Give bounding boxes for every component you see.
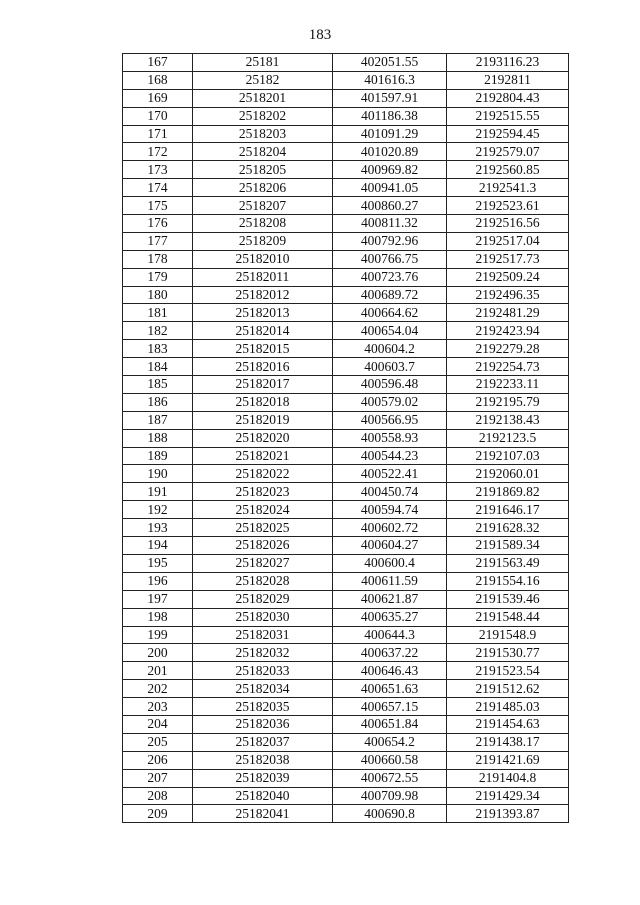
y-coordinate-cell: 2192195.79	[447, 393, 569, 411]
row-number-cell: 203	[123, 698, 193, 716]
row-number-cell: 199	[123, 626, 193, 644]
x-coordinate-cell: 400654.2	[333, 733, 447, 751]
table-row	[123, 322, 569, 340]
row-number-cell: 193	[123, 519, 193, 537]
row-number-cell: 169	[123, 89, 193, 107]
table-row	[123, 340, 569, 358]
table-row	[123, 161, 569, 179]
table-row	[123, 572, 569, 590]
table-row	[123, 268, 569, 286]
y-coordinate-cell: 2192515.55	[447, 107, 569, 125]
row-number-cell: 172	[123, 143, 193, 161]
table-row	[123, 608, 569, 626]
y-coordinate-cell: 2191563.49	[447, 554, 569, 572]
table-row	[123, 358, 569, 376]
x-coordinate-cell: 400600.4	[333, 554, 447, 572]
x-coordinate-cell: 400941.05	[333, 179, 447, 197]
table-row	[123, 304, 569, 322]
y-coordinate-cell: 2192138.43	[447, 411, 569, 429]
y-coordinate-cell: 2191421.69	[447, 751, 569, 769]
y-coordinate-cell: 2192107.03	[447, 447, 569, 465]
point-id-cell: 25182011	[193, 268, 333, 286]
row-number-cell: 190	[123, 465, 193, 483]
x-coordinate-cell: 400635.27	[333, 608, 447, 626]
point-id-cell: 25182032	[193, 644, 333, 662]
table-row	[123, 71, 569, 89]
y-coordinate-cell: 2191393.87	[447, 805, 569, 823]
point-id-cell: 25181	[193, 54, 333, 72]
row-number-cell: 180	[123, 286, 193, 304]
y-coordinate-cell: 2191485.03	[447, 698, 569, 716]
y-coordinate-cell: 2191589.34	[447, 537, 569, 555]
y-coordinate-cell: 2192254.73	[447, 358, 569, 376]
x-coordinate-cell: 401186.38	[333, 107, 447, 125]
table-row	[123, 286, 569, 304]
x-coordinate-cell: 400646.43	[333, 662, 447, 680]
table-row	[123, 54, 569, 72]
x-coordinate-cell: 401616.3	[333, 71, 447, 89]
row-number-cell: 167	[123, 54, 193, 72]
point-id-cell: 25182038	[193, 751, 333, 769]
row-number-cell: 187	[123, 411, 193, 429]
row-number-cell: 196	[123, 572, 193, 590]
x-coordinate-cell: 400604.2	[333, 340, 447, 358]
point-id-cell: 25182034	[193, 680, 333, 698]
point-id-cell: 25182018	[193, 393, 333, 411]
x-coordinate-cell: 400811.32	[333, 215, 447, 233]
y-coordinate-cell: 2191404.8	[447, 769, 569, 787]
point-id-cell: 25182013	[193, 304, 333, 322]
y-coordinate-cell: 2192423.94	[447, 322, 569, 340]
point-id-cell: 2518202	[193, 107, 333, 125]
table-row	[123, 733, 569, 751]
point-id-cell: 25182021	[193, 447, 333, 465]
point-id-cell: 25182017	[193, 376, 333, 394]
row-number-cell: 185	[123, 376, 193, 394]
x-coordinate-cell: 400450.74	[333, 483, 447, 501]
row-number-cell: 173	[123, 161, 193, 179]
y-coordinate-cell: 2192517.73	[447, 250, 569, 268]
y-coordinate-cell: 2191548.44	[447, 608, 569, 626]
y-coordinate-cell: 2191523.54	[447, 662, 569, 680]
table-row	[123, 447, 569, 465]
y-coordinate-cell: 2191512.62	[447, 680, 569, 698]
row-number-cell: 184	[123, 358, 193, 376]
x-coordinate-cell: 400604.27	[333, 537, 447, 555]
point-id-cell: 25182	[193, 71, 333, 89]
x-coordinate-cell: 401020.89	[333, 143, 447, 161]
point-id-cell: 25182033	[193, 662, 333, 680]
y-coordinate-cell: 2191869.82	[447, 483, 569, 501]
table-row	[123, 519, 569, 537]
point-id-cell: 25182014	[193, 322, 333, 340]
point-id-cell: 25182027	[193, 554, 333, 572]
row-number-cell: 179	[123, 268, 193, 286]
table-row	[123, 537, 569, 555]
point-id-cell: 25182023	[193, 483, 333, 501]
table-row	[123, 125, 569, 143]
row-number-cell: 202	[123, 680, 193, 698]
y-coordinate-cell: 2191554.16	[447, 572, 569, 590]
x-coordinate-cell: 400792.96	[333, 232, 447, 250]
x-coordinate-cell: 400603.7	[333, 358, 447, 376]
row-number-cell: 198	[123, 608, 193, 626]
row-number-cell: 188	[123, 429, 193, 447]
point-id-cell: 25182026	[193, 537, 333, 555]
point-id-cell: 25182019	[193, 411, 333, 429]
point-id-cell: 25182036	[193, 715, 333, 733]
table-row	[123, 89, 569, 107]
row-number-cell: 182	[123, 322, 193, 340]
row-number-cell: 201	[123, 662, 193, 680]
point-id-cell: 25182037	[193, 733, 333, 751]
y-coordinate-cell: 2191548.9	[447, 626, 569, 644]
y-coordinate-cell: 2191539.46	[447, 590, 569, 608]
table-row	[123, 393, 569, 411]
y-coordinate-cell: 2192560.85	[447, 161, 569, 179]
point-id-cell: 25182031	[193, 626, 333, 644]
row-number-cell: 209	[123, 805, 193, 823]
table-row	[123, 554, 569, 572]
row-number-cell: 175	[123, 197, 193, 215]
table-row	[123, 626, 569, 644]
point-id-cell: 2518207	[193, 197, 333, 215]
row-number-cell: 186	[123, 393, 193, 411]
row-number-cell: 208	[123, 787, 193, 805]
x-coordinate-cell: 400644.3	[333, 626, 447, 644]
row-number-cell: 197	[123, 590, 193, 608]
row-number-cell: 207	[123, 769, 193, 787]
x-coordinate-cell: 400672.55	[333, 769, 447, 787]
x-coordinate-cell: 400660.58	[333, 751, 447, 769]
table-row	[123, 197, 569, 215]
row-number-cell: 177	[123, 232, 193, 250]
x-coordinate-cell: 400651.84	[333, 715, 447, 733]
y-coordinate-cell: 2192060.01	[447, 465, 569, 483]
x-coordinate-cell: 400522.41	[333, 465, 447, 483]
x-coordinate-cell: 400651.63	[333, 680, 447, 698]
table-row	[123, 501, 569, 519]
table-row	[123, 179, 569, 197]
row-number-cell: 189	[123, 447, 193, 465]
table-row	[123, 590, 569, 608]
x-coordinate-cell: 400558.93	[333, 429, 447, 447]
row-number-cell: 206	[123, 751, 193, 769]
point-id-cell: 25182028	[193, 572, 333, 590]
x-coordinate-cell: 400689.72	[333, 286, 447, 304]
point-id-cell: 2518205	[193, 161, 333, 179]
page-number: 183	[308, 27, 332, 43]
x-coordinate-cell: 400766.75	[333, 250, 447, 268]
point-id-cell: 25182040	[193, 787, 333, 805]
table-row	[123, 465, 569, 483]
table-row	[123, 411, 569, 429]
y-coordinate-cell: 2191530.77	[447, 644, 569, 662]
x-coordinate-cell: 400969.82	[333, 161, 447, 179]
point-id-cell: 25182029	[193, 590, 333, 608]
table-row	[123, 250, 569, 268]
y-coordinate-cell: 2191628.32	[447, 519, 569, 537]
x-coordinate-cell: 400621.87	[333, 590, 447, 608]
x-coordinate-cell: 400566.95	[333, 411, 447, 429]
row-number-cell: 195	[123, 554, 193, 572]
y-coordinate-cell: 2192541.3	[447, 179, 569, 197]
y-coordinate-cell: 2192579.07	[447, 143, 569, 161]
point-id-cell: 25182041	[193, 805, 333, 823]
point-id-cell: 25182024	[193, 501, 333, 519]
y-coordinate-cell: 2192516.56	[447, 215, 569, 233]
x-coordinate-cell: 400611.59	[333, 572, 447, 590]
x-coordinate-cell: 400709.98	[333, 787, 447, 805]
x-coordinate-cell: 400594.74	[333, 501, 447, 519]
table-row	[123, 143, 569, 161]
y-coordinate-cell: 2192481.29	[447, 304, 569, 322]
x-coordinate-cell: 400544.23	[333, 447, 447, 465]
x-coordinate-cell: 401091.29	[333, 125, 447, 143]
y-coordinate-cell: 2192804.43	[447, 89, 569, 107]
row-number-cell: 181	[123, 304, 193, 322]
table-row	[123, 715, 569, 733]
point-id-cell: 25182016	[193, 358, 333, 376]
y-coordinate-cell: 2192523.61	[447, 197, 569, 215]
table-row	[123, 215, 569, 233]
y-coordinate-cell: 2192509.24	[447, 268, 569, 286]
table-row	[123, 429, 569, 447]
table-row	[123, 483, 569, 501]
row-number-cell: 170	[123, 107, 193, 125]
table-row	[123, 698, 569, 716]
row-number-cell: 171	[123, 125, 193, 143]
row-number-cell: 168	[123, 71, 193, 89]
point-id-cell: 2518201	[193, 89, 333, 107]
table-row	[123, 769, 569, 787]
y-coordinate-cell: 2192233.11	[447, 376, 569, 394]
y-coordinate-cell: 2191429.34	[447, 787, 569, 805]
point-id-cell: 2518208	[193, 215, 333, 233]
x-coordinate-cell: 400596.48	[333, 376, 447, 394]
row-number-cell: 191	[123, 483, 193, 501]
table-row	[123, 107, 569, 125]
row-number-cell: 183	[123, 340, 193, 358]
row-number-cell: 176	[123, 215, 193, 233]
x-coordinate-cell: 401597.91	[333, 89, 447, 107]
point-id-cell: 2518206	[193, 179, 333, 197]
y-coordinate-cell: 2192279.28	[447, 340, 569, 358]
table-row	[123, 680, 569, 698]
x-coordinate-cell: 400860.27	[333, 197, 447, 215]
table-row	[123, 376, 569, 394]
x-coordinate-cell: 400602.72	[333, 519, 447, 537]
row-number-cell: 174	[123, 179, 193, 197]
point-id-cell: 25182039	[193, 769, 333, 787]
y-coordinate-cell: 2192517.04	[447, 232, 569, 250]
row-number-cell: 178	[123, 250, 193, 268]
x-coordinate-cell: 400690.8	[333, 805, 447, 823]
y-coordinate-cell: 2191438.17	[447, 733, 569, 751]
x-coordinate-cell: 400657.15	[333, 698, 447, 716]
table-row	[123, 787, 569, 805]
y-coordinate-cell: 2192123.5	[447, 429, 569, 447]
row-number-cell: 194	[123, 537, 193, 555]
point-id-cell: 25182020	[193, 429, 333, 447]
point-id-cell: 2518203	[193, 125, 333, 143]
coordinates-table-body	[123, 54, 569, 823]
y-coordinate-cell: 2192811	[447, 71, 569, 89]
row-number-cell: 204	[123, 715, 193, 733]
y-coordinate-cell: 2191454.63	[447, 715, 569, 733]
point-id-cell: 25182025	[193, 519, 333, 537]
coordinates-table	[122, 53, 569, 823]
point-id-cell: 25182015	[193, 340, 333, 358]
row-number-cell: 205	[123, 733, 193, 751]
y-coordinate-cell: 2193116.23	[447, 54, 569, 72]
x-coordinate-cell: 400654.04	[333, 322, 447, 340]
point-id-cell: 2518209	[193, 232, 333, 250]
point-id-cell: 25182010	[193, 250, 333, 268]
point-id-cell: 25182035	[193, 698, 333, 716]
y-coordinate-cell: 2191646.17	[447, 501, 569, 519]
y-coordinate-cell: 2192594.45	[447, 125, 569, 143]
point-id-cell: 25182012	[193, 286, 333, 304]
y-coordinate-cell: 2192496.35	[447, 286, 569, 304]
table-row	[123, 232, 569, 250]
point-id-cell: 25182022	[193, 465, 333, 483]
table-row	[123, 644, 569, 662]
x-coordinate-cell: 402051.55	[333, 54, 447, 72]
x-coordinate-cell: 400723.76	[333, 268, 447, 286]
table-row	[123, 662, 569, 680]
point-id-cell: 25182030	[193, 608, 333, 626]
row-number-cell: 192	[123, 501, 193, 519]
x-coordinate-cell: 400664.62	[333, 304, 447, 322]
x-coordinate-cell: 400637.22	[333, 644, 447, 662]
row-number-cell: 200	[123, 644, 193, 662]
x-coordinate-cell: 400579.02	[333, 393, 447, 411]
table-row	[123, 751, 569, 769]
point-id-cell: 2518204	[193, 143, 333, 161]
table-row	[123, 805, 569, 823]
